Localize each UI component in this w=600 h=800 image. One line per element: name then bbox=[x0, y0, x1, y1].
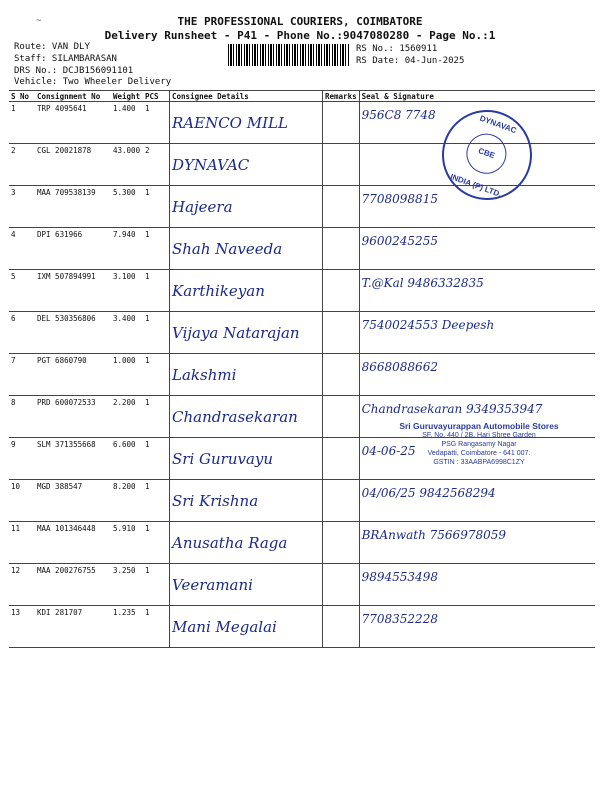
handwritten-signature: 04-06-25 bbox=[361, 444, 416, 458]
row-consignment-no-cell: KDI 281707 bbox=[35, 606, 111, 648]
row-consignee-cell bbox=[170, 396, 323, 438]
row-consignment-no-cell: MAA 709538139 bbox=[35, 186, 111, 228]
table-header-row bbox=[9, 91, 595, 102]
row-consignee-cell bbox=[170, 144, 323, 186]
handwritten-consignee: RAENCO MILL bbox=[172, 114, 288, 132]
row-consignment-no-cell: PGT 6860790 bbox=[35, 354, 111, 396]
document-subtitle: Delivery Runsheet - P41 - Phone No.:9047080280 - Page No.:1 bbox=[104, 29, 496, 42]
col-signature: Seal & Signature bbox=[359, 91, 595, 102]
row-sno-cell: 13 bbox=[9, 606, 35, 648]
table-row bbox=[9, 354, 595, 396]
row-consignee-cell bbox=[170, 270, 323, 312]
handwritten-signature: T.@Kal 9486332835 bbox=[361, 276, 484, 290]
handwritten-consignee: Hajeera bbox=[172, 198, 233, 216]
row-consignee-cell bbox=[170, 480, 323, 522]
col-consignee: Consignee Details bbox=[170, 91, 323, 102]
row-remarks-cell bbox=[323, 228, 360, 270]
route-field: Route: VAN DLY bbox=[14, 42, 90, 52]
row-consignment-no-cell: MAA 101346448 bbox=[35, 522, 111, 564]
row-consignee-cell bbox=[170, 522, 323, 564]
table-row bbox=[9, 606, 595, 648]
rubber-stamp-name: Sri Guruvayurappan Automobile Stores bbox=[399, 421, 559, 431]
row-weight-cell: 3.100 bbox=[111, 270, 143, 312]
document-title: THE PROFESSIONAL COURIERS, COIMBATORE bbox=[177, 15, 423, 28]
row-consignment-no-cell: TRP 4095641 bbox=[35, 102, 111, 144]
row-pcs-cell: 1 bbox=[143, 102, 170, 144]
row-remarks-cell bbox=[323, 606, 360, 648]
handwritten-signature: 8668088662 bbox=[361, 360, 438, 374]
row-consignment-no-cell: CGL 20021878 bbox=[35, 144, 111, 186]
row-weight-cell: 3.400 bbox=[111, 312, 143, 354]
row-remarks-cell bbox=[323, 480, 360, 522]
row-sno-cell: 8 bbox=[9, 396, 35, 438]
rubber-stamp-gstin: GSTIN : 33AABPA6998C1ZY bbox=[433, 459, 525, 466]
rubber-stamp bbox=[374, 422, 584, 467]
row-weight-cell: 6.600 bbox=[111, 438, 143, 480]
row-consignment-no-cell: MGD 388547 bbox=[35, 480, 111, 522]
row-signature-cell bbox=[359, 228, 595, 270]
row-consignee-cell bbox=[170, 606, 323, 648]
row-remarks-cell bbox=[323, 186, 360, 228]
handwritten-consignee: Veeramani bbox=[172, 576, 253, 594]
row-remarks-cell bbox=[323, 144, 360, 186]
scan-mark: ~ bbox=[36, 16, 42, 26]
handwritten-consignee: Sri Guruvayu bbox=[172, 450, 274, 468]
seal-bottom-text: INDIA (P) LTD. bbox=[449, 172, 503, 199]
col-weight: Weight bbox=[111, 91, 143, 102]
row-remarks-cell bbox=[323, 354, 360, 396]
col-sno: S No bbox=[9, 91, 35, 102]
row-pcs-cell: 1 bbox=[143, 606, 170, 648]
row-remarks-cell bbox=[323, 102, 360, 144]
table-row bbox=[9, 480, 595, 522]
row-remarks-cell bbox=[323, 564, 360, 606]
row-pcs-cell: 1 bbox=[143, 354, 170, 396]
handwritten-signature: BRAnwath 7566978059 bbox=[361, 528, 506, 542]
row-sno-cell: 10 bbox=[9, 480, 35, 522]
row-pcs-cell: 1 bbox=[143, 438, 170, 480]
handwritten-signature: 9600245255 bbox=[361, 234, 438, 248]
row-pcs-cell: 1 bbox=[143, 186, 170, 228]
row-sno-cell: 7 bbox=[9, 354, 35, 396]
handwritten-signature: 7708352228 bbox=[361, 612, 438, 626]
handwritten-consignee: Lakshmi bbox=[172, 366, 237, 384]
row-signature-cell bbox=[359, 270, 595, 312]
col-remarks: Remarks bbox=[323, 91, 360, 102]
handwritten-signature: 7540024553 Deepesh bbox=[361, 318, 495, 332]
table-row bbox=[9, 522, 595, 564]
row-weight-cell: 1.235 bbox=[111, 606, 143, 648]
row-sno-cell: 4 bbox=[9, 228, 35, 270]
row-weight-cell: 1.400 bbox=[111, 102, 143, 144]
row-remarks-cell bbox=[323, 270, 360, 312]
handwritten-signature: 9894553498 bbox=[361, 570, 438, 584]
handwritten-signature: 04/06/25 9842568294 bbox=[361, 486, 496, 500]
rubber-stamp-address-3: Vedapatti, Coimbatore - 641 007. bbox=[427, 450, 531, 457]
row-remarks-cell bbox=[323, 522, 360, 564]
vehicle-field: Vehicle: Two Wheeler Delivery bbox=[14, 77, 172, 87]
handwritten-signature: Chandrasekaran 9349353947 bbox=[361, 402, 543, 416]
row-signature-cell bbox=[359, 480, 595, 522]
row-consignment-no-cell: IXM 507894991 bbox=[35, 270, 111, 312]
rubber-stamp-address-1: SF. No. 440 / 2B, Hari Shree Garden bbox=[422, 432, 536, 439]
row-pcs-cell: 1 bbox=[143, 564, 170, 606]
seal-center-text: CBE bbox=[461, 128, 512, 179]
row-weight-cell: 5.910 bbox=[111, 522, 143, 564]
handwritten-consignee: Vijaya Natarajan bbox=[172, 324, 300, 342]
row-pcs-cell: 2 bbox=[143, 144, 170, 186]
row-signature-cell bbox=[359, 312, 595, 354]
rubber-stamp-address-2: PSG Rangasamy Nagar bbox=[441, 441, 517, 448]
row-sno-cell: 9 bbox=[9, 438, 35, 480]
handwritten-consignee: Shah Naveeda bbox=[172, 240, 283, 258]
row-consignment-no-cell: MAA 200276755 bbox=[35, 564, 111, 606]
row-pcs-cell: 1 bbox=[143, 312, 170, 354]
handwritten-consignee: Anusatha Raga bbox=[172, 534, 288, 552]
row-pcs-cell: 1 bbox=[143, 228, 170, 270]
row-sno-cell: 1 bbox=[9, 102, 35, 144]
table-row bbox=[9, 312, 595, 354]
drs-field: DRS No.: DCJB156091101 bbox=[14, 66, 134, 76]
rs-date: RS Date: 04-Jun-2025 bbox=[356, 56, 465, 66]
row-pcs-cell: 1 bbox=[143, 396, 170, 438]
row-weight-cell: 1.000 bbox=[111, 354, 143, 396]
row-pcs-cell: 1 bbox=[143, 270, 170, 312]
row-consignee-cell bbox=[170, 438, 323, 480]
table-row bbox=[9, 228, 595, 270]
row-consignment-no-cell: SLM 371355668 bbox=[35, 438, 111, 480]
row-consignee-cell bbox=[170, 102, 323, 144]
row-remarks-cell bbox=[323, 396, 360, 438]
handwritten-consignee: Karthikeyan bbox=[172, 282, 265, 300]
row-consignee-cell bbox=[170, 186, 323, 228]
row-weight-cell: 8.200 bbox=[111, 480, 143, 522]
seal-top-text: DYNAVAC bbox=[478, 113, 518, 136]
handwritten-consignee: Sri Krishna bbox=[172, 492, 259, 510]
col-consignment: Consignment No bbox=[35, 91, 111, 102]
row-remarks-cell bbox=[323, 312, 360, 354]
col-pcs: PCS bbox=[143, 91, 170, 102]
row-sno-cell: 2 bbox=[9, 144, 35, 186]
row-consignee-cell bbox=[170, 228, 323, 270]
row-sno-cell: 5 bbox=[9, 270, 35, 312]
row-pcs-cell: 1 bbox=[143, 480, 170, 522]
row-signature-cell bbox=[359, 354, 595, 396]
row-sno-cell: 6 bbox=[9, 312, 35, 354]
row-sno-cell: 12 bbox=[9, 564, 35, 606]
row-weight-cell: 3.250 bbox=[111, 564, 143, 606]
row-consignee-cell bbox=[170, 312, 323, 354]
handwritten-signature: 7708098815 bbox=[361, 192, 438, 206]
row-weight-cell: 7.940 bbox=[111, 228, 143, 270]
table-row bbox=[9, 270, 595, 312]
row-remarks-cell bbox=[323, 438, 360, 480]
barcode bbox=[228, 44, 350, 66]
row-weight-cell: 43.000 bbox=[111, 144, 143, 186]
row-pcs-cell: 1 bbox=[143, 522, 170, 564]
handwritten-consignee: DYNAVAC bbox=[172, 156, 250, 174]
row-sno-cell: 11 bbox=[9, 522, 35, 564]
row-consignment-no-cell: DEL 530356806 bbox=[35, 312, 111, 354]
row-signature-cell bbox=[359, 522, 595, 564]
row-signature-cell bbox=[359, 564, 595, 606]
handwritten-consignee: Mani Megalai bbox=[172, 618, 277, 636]
handwritten-signature: 956C8 7748 bbox=[361, 108, 436, 122]
row-weight-cell: 2.200 bbox=[111, 396, 143, 438]
row-consignee-cell bbox=[170, 564, 323, 606]
row-sno-cell: 3 bbox=[9, 186, 35, 228]
rs-number: RS No.: 1560911 bbox=[356, 44, 438, 54]
row-consignment-no-cell: DPI 631966 bbox=[35, 228, 111, 270]
table-row bbox=[9, 564, 595, 606]
row-weight-cell: 5.300 bbox=[111, 186, 143, 228]
row-consignment-no-cell: PRD 600072533 bbox=[35, 396, 111, 438]
staff-field: Staff: SILAMBARASAN bbox=[14, 54, 117, 64]
row-signature-cell bbox=[359, 606, 595, 648]
handwritten-consignee: Chandrasekaran bbox=[172, 408, 298, 426]
row-consignee-cell bbox=[170, 354, 323, 396]
